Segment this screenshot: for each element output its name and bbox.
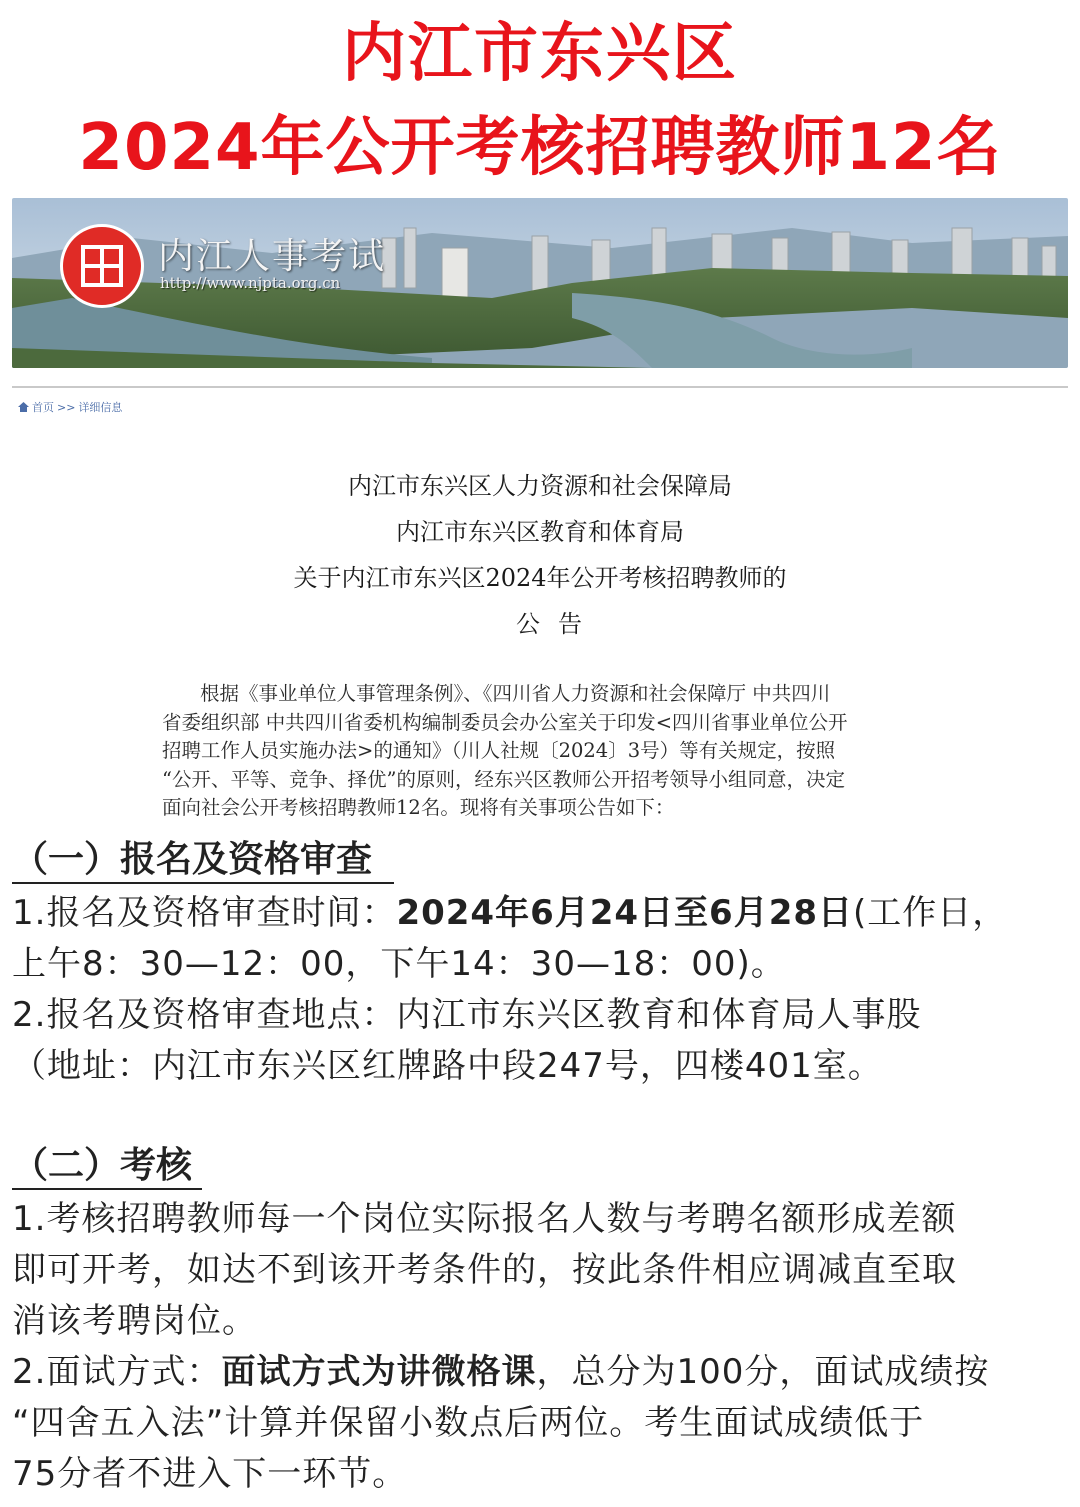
- registration-time: 1.报名及资格审查时间：2024年6月24日至6月28日(工作日，: [12, 893, 1008, 933]
- interview-method: 2.面试方式：面试方式为讲微格课，总分为100分，面试成绩按: [12, 1352, 990, 1392]
- breadcrumb-home-link[interactable]: 首页: [32, 401, 54, 414]
- notice-intro-paragraph: [162, 680, 922, 823]
- section-heading-registration: （一）报名及资格审查: [12, 840, 394, 884]
- site-title: 内江人事考试: [158, 236, 387, 277]
- assessment-rule-line: 即可开考，如达不到该开考条件的，按此条件相应调减直至取: [12, 1250, 957, 1290]
- headline-line-2: 2024年公开考核招聘教师12名: [78, 111, 1002, 185]
- interview-method-bold: 面试方式为讲微格课: [221, 1352, 537, 1392]
- interview-scoring: “四舍五入法”计算并保留小数点后两位。考生面试成绩低于: [12, 1403, 925, 1443]
- paragraph-line: 面向社会公开考核招聘教师12名。现将有关事项公告如下：: [162, 796, 675, 819]
- assessment-rule-line: 消该考聘岗位。: [12, 1301, 257, 1341]
- paragraph-line: 招聘工作人员实施办法>的通知》（川人社规〔2024〕3号）等有关规定，按照: [162, 739, 836, 762]
- registration-place: 2.报名及资格审查地点：内江市东兴区教育和体育局人事股: [12, 995, 922, 1035]
- breadcrumb: [18, 399, 122, 415]
- paragraph-line: 省委组织部 中共四川省委机构编制委员会办公室关于印发<四川省事业单位公开: [162, 710, 848, 734]
- breadcrumb-current[interactable]: 详细信息: [78, 401, 123, 414]
- assessment-details: [12, 1194, 989, 1500]
- paragraph-line: “公开、平等、竞争、择优”的原则，经东兴区教师公开招考领导小组同意，决定: [162, 767, 845, 791]
- divider: [12, 386, 1068, 388]
- assessment-rule-line: 1.考核招聘教师每一个岗位实际报名人数与考聘名额形成差额: [12, 1199, 957, 1239]
- site-url[interactable]: http://www.njpta.org.cn: [160, 274, 341, 292]
- registration-details: [12, 888, 1007, 1092]
- breadcrumb-separator: >>: [57, 400, 76, 414]
- paragraph-line: 根据《事业单位人事管理条例》、《四川省人力资源和社会保障厅 中共四川: [200, 682, 831, 705]
- njpta-logo-icon: [60, 224, 144, 308]
- registration-hours: 上午8：30—12：00，下午14：30—18：00)。: [12, 944, 786, 984]
- notice-issuer-2: 内江市东兴区教育和体育局: [396, 518, 684, 546]
- site-banner[interactable]: [12, 198, 1068, 368]
- interview-threshold: 75分者不进入下一环节。: [12, 1454, 408, 1494]
- notice-title: 关于内江市东兴区2024年公开考核招聘教师的: [293, 564, 787, 592]
- section-heading-assessment: （二）考核: [12, 1146, 202, 1190]
- notice-label: 公告: [516, 610, 600, 638]
- home-icon: [18, 402, 29, 412]
- registration-dates: 2024年6月24日至6月28日: [396, 893, 854, 933]
- notice-issuer-1: 内江市东兴区人力资源和社会保障局: [348, 472, 732, 500]
- registration-address: （地址：内江市东兴区红牌路中段247号，四楼401室。: [12, 1046, 883, 1086]
- headline-line-1: 内江市东兴区: [342, 17, 738, 91]
